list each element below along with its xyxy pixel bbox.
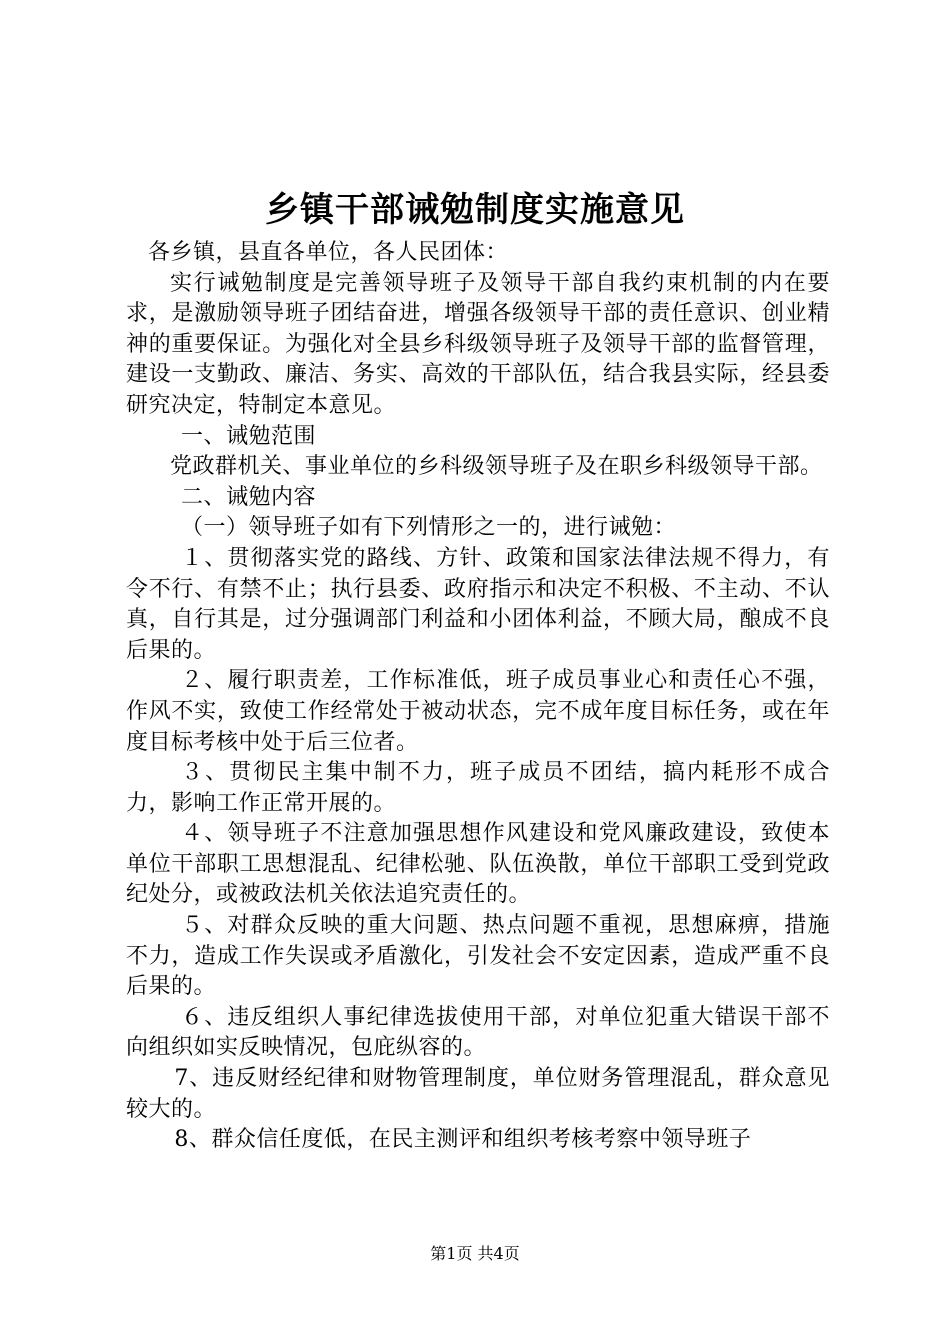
intro-paragraph: 实行诫勉制度是完善领导班子及领导干部自我约束机制的内在要求，是激励领导班子团结奋进，增强各级领导干部的责任意识、创业精神的重要保证。为强化对全县乡科级领导班子及领导干部的监督管理，建设一支勤政、廉洁、务实、高效的干部队伍，结合我县实际，经县委研究决定，特制定本意见。 <box>126 270 830 418</box>
document-title: 乡镇干部诫勉制度实施意见 <box>265 190 685 230</box>
list-item-3: ３、贯彻民主集中制不力，班子成员不团结，搞内耗形不成合力，影响工作正常开展的。 <box>126 760 830 816</box>
section-heading-scope: 一、诫勉范围 <box>181 423 317 449</box>
scope-paragraph: 党政群机关、事业单位的乡科级领导班子及在职乡科级领导干部。 <box>170 454 823 480</box>
list-item-7: 7、违反财经纪律和财物管理制度，单位财务管理混乱，群众意见较大的。 <box>126 1066 830 1122</box>
list-item-5: ５、对群众反映的重大问题、热点问题不重视，思想麻痹，措施不力，造成工作失误或矛盾激化，引发社会不安定因素，造成严重不良后果的。 <box>126 913 830 1000</box>
list-item-1: １、贯彻落实党的路线、方针、政策和国家法律法规不得力，有令不行、有禁不止；执行县委、政府指示和决定不积极、不主动、不认真，自行其是，过分强调部门利益和小团体利益，不顾大局，酿成不良后果的。 <box>126 545 830 663</box>
list-item-2: ２、履行职责差，工作标准低，班子成员事业心和责任心不强，作风不实，致使工作经常处于被动状态，完不成年度目标任务，或在年度目标考核中处于后三位者。 <box>126 668 830 755</box>
list-item-8: 8、群众信任度低，在民主测评和组织考核考察中领导班子 <box>174 1127 752 1153</box>
section-heading-content: 二、诫勉内容 <box>181 484 317 510</box>
list-item-4: ４、领导班子不注意加强思想作风建设和党风廉政建设，致使本单位干部职工思想混乱、纪律松驰、队伍涣散，单位干部职工受到党政纪处分，或被政法机关依法追究责任的。 <box>126 821 830 908</box>
document-body <box>126 238 830 1156</box>
subsection-heading: （一）领导班子如有下列情形之一的，进行诫勉： <box>181 515 677 541</box>
list-item-6: ６、违反组织人事纪律选拔使用干部，对单位犯重大错误干部不向组织如实反映情况，包庇纵容的。 <box>126 1004 830 1061</box>
salutation-paragraph: 各乡镇，县直各单位，各人民团体： <box>148 240 509 265</box>
page-footer: 第1页 共4页 <box>430 1244 520 1263</box>
